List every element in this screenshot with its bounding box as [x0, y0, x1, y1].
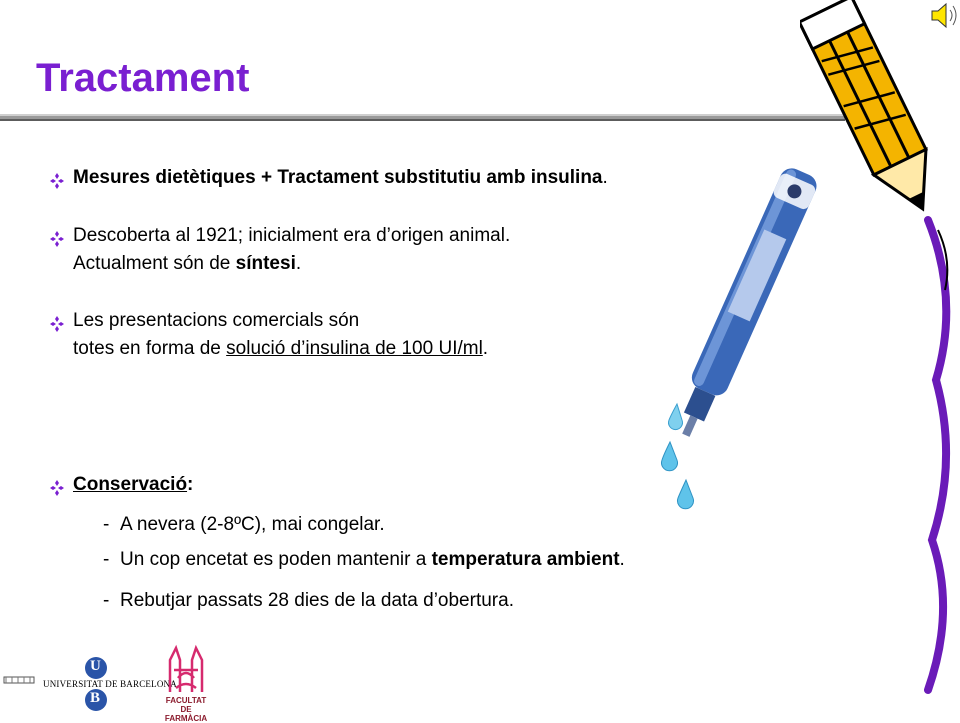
- conservation-item: [103, 511, 385, 539]
- text-run: Conservació: [73, 474, 188, 495]
- bullet-item: [48, 222, 510, 278]
- text-run: .: [482, 338, 489, 359]
- diamond-bullet-icon: [48, 313, 66, 329]
- conservation-item: [103, 587, 514, 615]
- text-run: :: [187, 474, 194, 495]
- faculty-logo: [160, 640, 212, 696]
- bullet-item: [48, 471, 193, 499]
- text-run: totes en forma de: [73, 338, 227, 359]
- bullet-line: [73, 222, 510, 250]
- drop-icon: [650, 398, 710, 516]
- ub-letter-b: B: [90, 690, 101, 706]
- bullet-line: [73, 307, 488, 335]
- bullet-line: [73, 335, 488, 363]
- faculty-name: [160, 696, 212, 723]
- bullet-line: [73, 471, 193, 499]
- text-run: Un cop encetat es poden mantenir a: [120, 549, 432, 570]
- bullet-line: [73, 164, 608, 192]
- dash-marker: -: [103, 549, 110, 570]
- diamond-bullet-icon: [48, 477, 66, 493]
- bullet-line: [73, 250, 510, 278]
- bullet-item: [48, 307, 488, 363]
- text-run: .: [295, 253, 302, 274]
- text-run: solució d’insulina de 100 UI/ml: [226, 338, 483, 359]
- dash-marker: -: [103, 514, 110, 535]
- text-run: Rebutjar passats 28 dies de la data d’obertura.: [120, 590, 514, 611]
- text-run: Les presentacions comercials són: [73, 310, 360, 331]
- conservation-item: [103, 546, 625, 574]
- slide-title: Tractament: [36, 56, 250, 100]
- text-run: Actualment són de: [73, 253, 236, 274]
- bullet-item: [48, 164, 608, 192]
- text-run: A nevera (2-8ºC), mai congelar.: [120, 514, 385, 535]
- diamond-bullet-icon: [48, 170, 66, 186]
- text-run: Mesures dietètiques + Tractament substitutiu amb insulina: [73, 167, 603, 188]
- university-name: UNIVERSITAT DE BARCELONA: [43, 679, 177, 689]
- faculty-line-2: FARMÀCIA: [164, 714, 208, 723]
- text-run: .: [619, 549, 625, 570]
- title-divider: [0, 114, 845, 121]
- diamond-bullet-icon: [48, 228, 66, 244]
- ub-letter-u: U: [90, 658, 101, 674]
- text-run: síntesi: [235, 253, 296, 274]
- faculty-line-1: FACULTAT DE: [165, 696, 207, 714]
- text-run: temperatura ambient: [431, 549, 620, 570]
- dash-marker: -: [103, 590, 110, 611]
- text-run: Descoberta al 1921; inicialment era d’origen animal.: [73, 225, 511, 246]
- text-run: .: [602, 167, 608, 188]
